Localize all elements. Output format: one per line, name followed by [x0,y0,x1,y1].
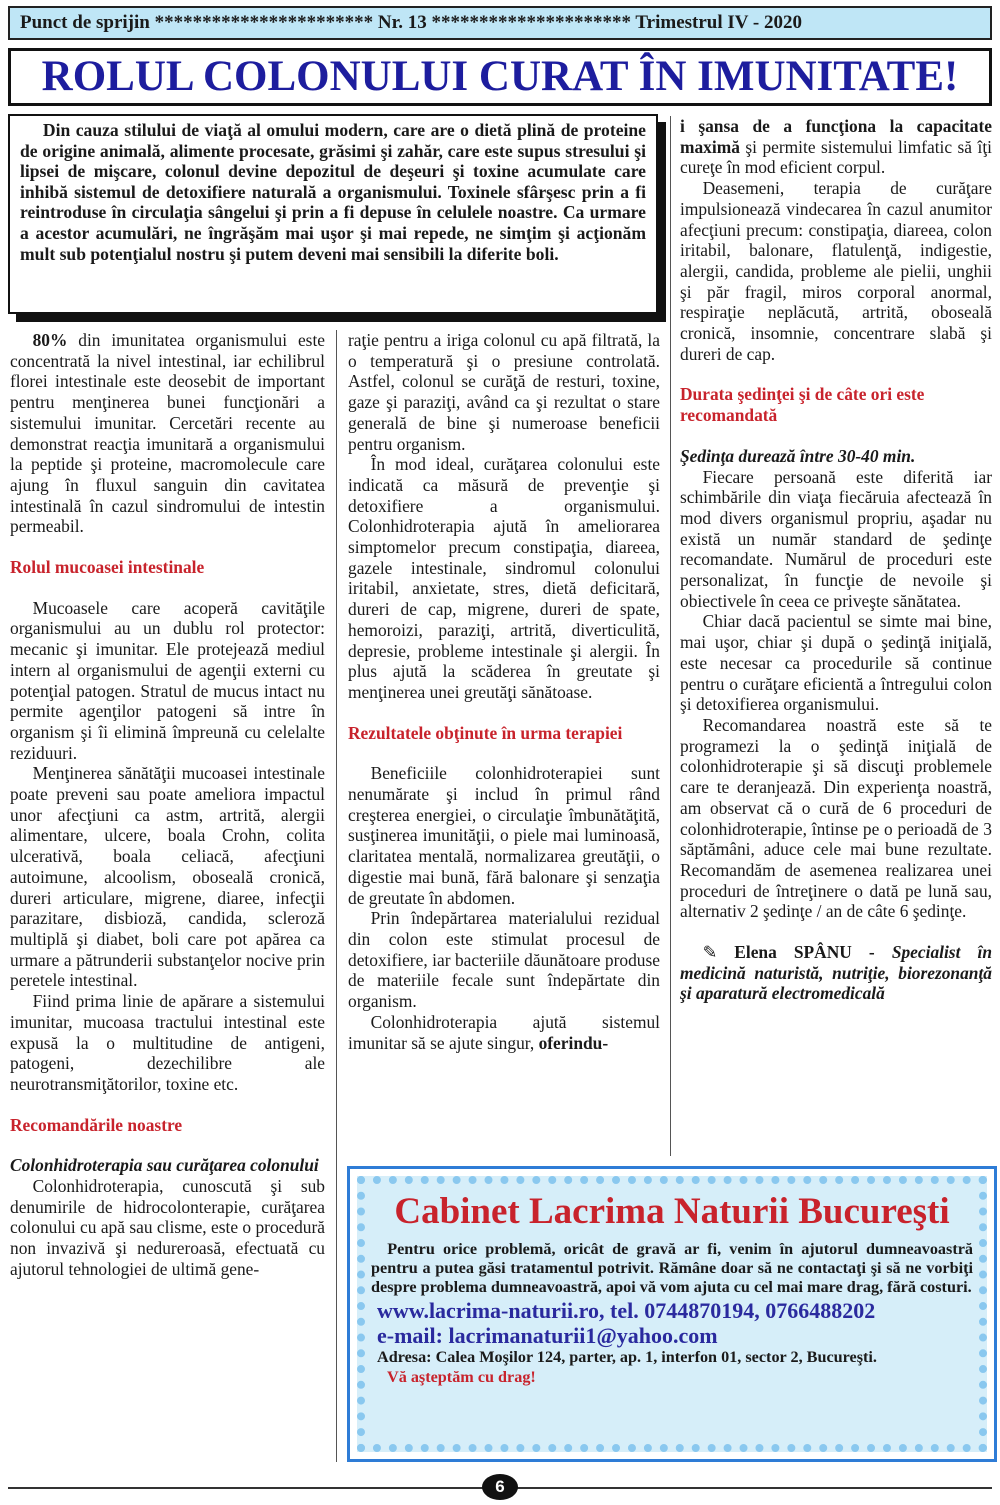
author-name: Elena SPÂNU - [717,942,892,963]
paragraph-bold-text: oferindu- [538,1032,609,1053]
issue-header [8,6,992,40]
paragraph: raţie pentru a iriga colonul cu apă filtrată, la o temperatură şi o presiune controlată. Astfel, colonul se curăţă de resturi, toxine, gaze şi paraziţi, având ca şi rezultat o stare generală de bine şi numeroase beneficii pentru organism. [348,330,660,454]
section-heading: Rezultatele obţinute în urma terapiei [348,722,623,743]
subheading: Şedinţa durează între 30-40 min. [680,445,916,466]
intro-box [8,114,658,314]
paragraph: Fiind prima linie de apărare a sistemului imunitar, mucoasa tractului intestinal este expusă la o multitudine de antigeni, patogeni, dezechilibre ale neurotransmiţătorilor, toxine etc. [10,991,325,1094]
paragraph: Colonhidroterapia, cunoscută şi sub denumirile de hidrocolonterapie, curăţarea colonului cu apă sau clisme, este o procedură non invazivă şi nedureroasă, efectuată cu ajutorul tehnologiei de ultimă gene- [10,1176,325,1279]
ad-website-phone[interactable]: www.lacrima-naturii.ro, tel. 0744870194, 0766488202 [377,1297,876,1323]
spacer [348,743,660,763]
paragraph-text: Colonhidroterapia ajută sistemul imunitar să se ajute singur, [348,1011,660,1053]
spacer [10,1095,325,1115]
paragraph: Menţinerea sănătăţii mucoasei intestinale poate preveni sau poate ameliora impactul unor afecţiuni ca astm, artrită, alergii alimentare, ulcere, boala Crohn, colita ulcerativă, boala celiacă, afecţiuni autoimune, alcoolism, oboseală cronică, dureri articulare, migrene, diaree, infecţii parazitare, disbioză, candida, scleroză multiplă şi diabet, boli care pot apărea ca urmare a pătrunderii substanţelor nocive prin peretele intestinal. [10,763,325,991]
spacer [348,703,660,723]
paragraph [348,1012,660,1053]
column-3 [680,116,992,1004]
paragraph [680,116,992,178]
ad-address: Adresa: Calea Moşilor 124, parter, ap. 1, interfon 01, sector 2, Bucureşti. [377,1347,877,1366]
spacer [680,364,992,384]
subheading: Colonhidroterapia sau curăţarea colonului [10,1155,319,1176]
paragraph: Beneficiile colonhidroterapiei sunt nenumărate şi includ în primul rând creşterea energiei, o circulaţie îmbunătăţită, susţinerea imunităţii, o piele mai luminoasă, claritatea mentală, normalizarea greutăţii, o digestie mai bună, fără balonare şi senzaţia de greutate în abdomen. [348,763,660,908]
ad-title: Cabinet Lacrima Naturii Bucureşti [394,1191,950,1232]
section-heading: Rolul mucoasei intestinale [10,557,205,578]
paragraph-text: din imunitatea organismului este concentrată la nivel intestinal, iar echilibrul florei intestinale este deosebit de important pentru menţinerea bunei funcţionări a sistemului imunitar. Cercetări recente au demonstrat reacţia imunitară a organismului la peptide şi proteine, macromolecule care ajung în fluxul sanguin din cavitatea intestinală în cazul sindromului de intestin permeabil. [10,330,325,537]
column-divider [670,116,671,1156]
ad-email[interactable]: e-mail: lacrimanaturii1@yahoo.com [377,1322,718,1348]
author-signature [680,942,992,1004]
pencil-icon: ✎ [702,942,718,963]
section-heading: Recomandările noastre [10,1114,183,1135]
column-divider [336,330,337,1462]
paragraph: Fiecare persoană este diferită iar schimbările din viaţa fiecăruia afectează în mod divers organismul propriu, aşadar nu există un număr standard de şedinţe recomandate. Numărul de proceduri este personalizat, în funcţie de nevoile şi obiectivele în ceea ce priveşte sănătatea. [680,466,992,611]
column-1 [10,330,325,1280]
highlight-percent: 80% [32,330,68,350]
paragraph: Chiar dacă pacientul se simte mai bine, mai uşor, chiar şi după o şedinţă iniţială, este necesar ca procedurile să continue pentru o curăţare eficientă a întregului colon şi detoxifierea organismului. [680,611,992,715]
article-title-text: ROLUL COLONULUI CURAT ÎN IMUNITATE! [41,53,959,100]
paragraph-text: şi permite sistemului limfatic să îţi cureţe în mod eficient corpul. [680,136,992,178]
paragraph [10,330,325,537]
column-2 [348,330,660,1053]
issue-header-text: Punct de sprijin *********************** Nr. 13 ********************* Trimestrul IV - 2020 [20,12,802,33]
page-number: 6 [482,1474,518,1500]
spacer [680,426,992,446]
paragraph: Deasemeni, terapia de curăţare impulsionează vindecarea în cazul anumitor afecţiuni precum: constipaţia, diareea, colon iritabil, balonare, flatulenţă, indigestie, alergii, candida, probleme ale pielii, unghii şi păr fragil, miros corporal anormal, respiraţie neplăcută, artrită, oboseală cronică, insomnie, concentrare slabă şi dureri de cap. [680,178,992,364]
article-title [8,48,992,106]
spacer [680,922,992,942]
paragraph: Prin îndepărtarea materialului rezidual din colon este stimulat procesul de detoxifiere, iar bacteriile dăunătoare produse de materiile fecale sunt îndepărtate din organism. [348,908,660,1012]
ad-text: Pentru orice problemă, oricât de gravă ar fi, venim în ajutorul dumneavoastră pentru a putea găsi tratamentul potrivit. Rămâne doar să ne contactaţi şi să ne vorbiţi despre problema dumneavoastră, apoi vă vom ajuta cu cel mai mare drag, fără costuri. [371,1240,973,1297]
author-title: Specialist în medicină naturistă, nutriţie, biorezonanţă şi aparatură electromedicală [680,942,992,1004]
paragraph: Recomandarea noastră este să te programezi la o şedinţă iniţială de colonhidroterapie şi să discuţi problemele care te deranjează. Din experienţa noastră, am observat că o cură de 6 proceduri de colonhidroterapie, întinse pe o perioadă de 3 săptămâni, aduce cele mai bune rezultate. Recomandăm de asemenea realizarea unei proceduri de întreţinere o dată pe lună sau, alternativ 2 şedinţe / an de câte 6 şedinţe. [680,714,992,922]
paragraph-bold-text: i şansa de a funcţiona la capacitate maximă [680,116,992,157]
spacer [10,578,325,598]
paragraph: Mucoasele care acoperă cavităţile organismului au un dublu rol protector: mecanic şi imunitar. Ele protejează mediul intern al organismului de agenţii externi cu potenţial patogen. Stratul de mucus intact nu permite agenţilor patogeni să intre în organism şi îi elimină împreună cu celelalte reziduuri. [10,597,325,763]
intro-text: Din cauza stilului de viaţă al omului modern, care are o dietă plină de proteine de origine animală, alimente procesate, grăsimi şi zahăr, care este supus stresului şi lipsei de mişcare, colonul devine depozitul de deşeuri şi toxine acumulate care inhibă sistemul de detoxifiere naturală a organismului. Toxinele sfârşesc prin a fi reintroduse în circulaţia sângelui şi prin a fi depuse în celulele noastre. Ca urmare a acestor acumulări, ne îngrăşăm mai uşor şi mai repede, ne simţim şi acţionăm mult sub potenţialul nostru şi putem deveni mai sensibili la diferite boli. [20,120,646,264]
advertisement-box [347,1166,997,1462]
paragraph: În mod ideal, curăţarea colonului este indicată ca măsură de prevenţie şi detoxifiere a organismului. Colonhidroterapia ajută în ameliorarea simptomelor precum constipaţia, diareea, gazele intestinale, sindromul colonului iritabil, anxietate, stres, dietă deficitară, dureri de cap, migrene, dureri de spate, hemoroizi, paraziţi, artrită, diverticulită, depresie, probleme intestinale şi alergii. În plus ajută la scăderea în greutate şi menţinerea unei greutăţi sănătoase. [348,454,660,702]
ad-closing: Vă aşteptăm cu drag! [387,1367,536,1386]
spacer [10,1135,325,1155]
section-heading: Durata şedinţei şi de câte ori este recomandată [680,384,925,426]
spacer [10,537,325,557]
advertisement-inner [357,1176,987,1452]
